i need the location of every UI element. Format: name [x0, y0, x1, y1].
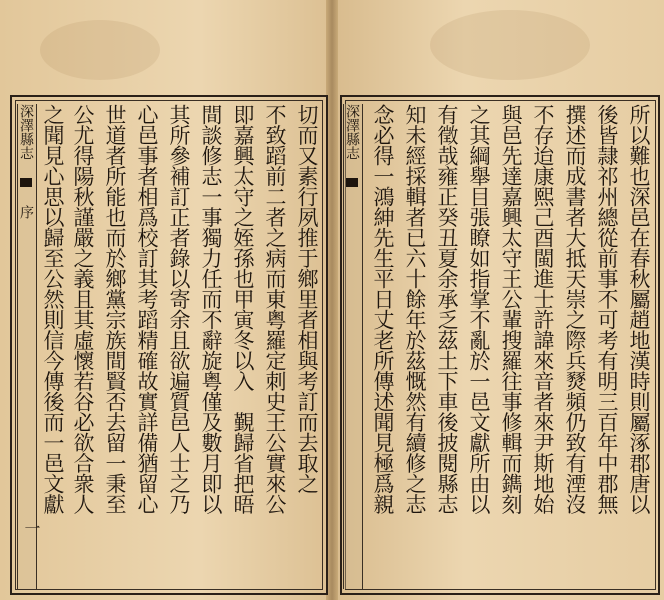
left-margin-column: [17, 104, 37, 589]
right-margin-title: 深澤縣志: [344, 104, 360, 160]
left-column-8: 公尤得陽秋謹嚴之義且其虛懷若谷必欲合衆人: [71, 104, 95, 514]
fish-tail-mark-icon: [346, 178, 358, 187]
right-column-5: 與邑先達嘉興太守王公輩搜羅往事修輯而鐫刻: [499, 104, 523, 514]
left-column-7: 世道者所能也而於鄉黨宗族間賢否去留一秉至: [103, 104, 127, 514]
right-column-8: 知未經採輯者已六十餘年於茲慨然有續修之志: [403, 104, 427, 514]
right-column-6: 之其綱舉目張瞭如指掌不亂於一邑文獻所由以: [467, 104, 491, 514]
left-column-9: 之聞見心思以歸至公然則信今傳後而一邑文獻: [41, 104, 65, 514]
right-column-9: 念必得一鴻紳先生平日丈老所傳述聞見極爲親: [371, 104, 395, 514]
left-page-number: 一: [22, 520, 41, 536]
left-margin-section: 序: [18, 205, 34, 219]
left-column-5: 其所參補訂正者錄以寄余且欲遍質邑人士之乃: [167, 104, 191, 514]
left-column-6: 心邑事者相爲校訂其考蹈精確故實詳備猶留心: [135, 104, 159, 514]
left-column-2: 不致蹈前二者之病而東粤羅定刺史王公實來公: [263, 104, 287, 514]
left-margin-title: 深澤縣志: [18, 104, 34, 160]
right-column-4: 不存迨康熙己酉閩進士許諱來音者來尹斯地始: [531, 104, 555, 514]
left-column-1: 切而又素行夙推于鄉里者相與考訂而去取之: [295, 104, 319, 494]
right-column-7: 有徵哉雍正癸丑夏余承乏茲土下車後披閱縣志: [435, 104, 459, 514]
right-column-2: 後皆隷祁州總從前事不可考有明三百年中郡無: [595, 104, 619, 514]
fish-tail-mark-icon: [20, 178, 32, 187]
left-column-3: 即嘉興太守之姪孫也甲寅冬以入 覲歸省把晤: [231, 104, 255, 514]
right-column-1: 所以難也深邑在春秋屬趙地漢時則屬涿郡唐以: [627, 104, 651, 514]
left-column-4: 間談修志一事獨力任而不辭旋粤僅及數月即以: [199, 104, 223, 514]
right-column-3: 撰述而成書者大抵天崇之際兵燹頻仍致有湮沒: [563, 104, 587, 514]
right-margin-column: [343, 104, 363, 589]
